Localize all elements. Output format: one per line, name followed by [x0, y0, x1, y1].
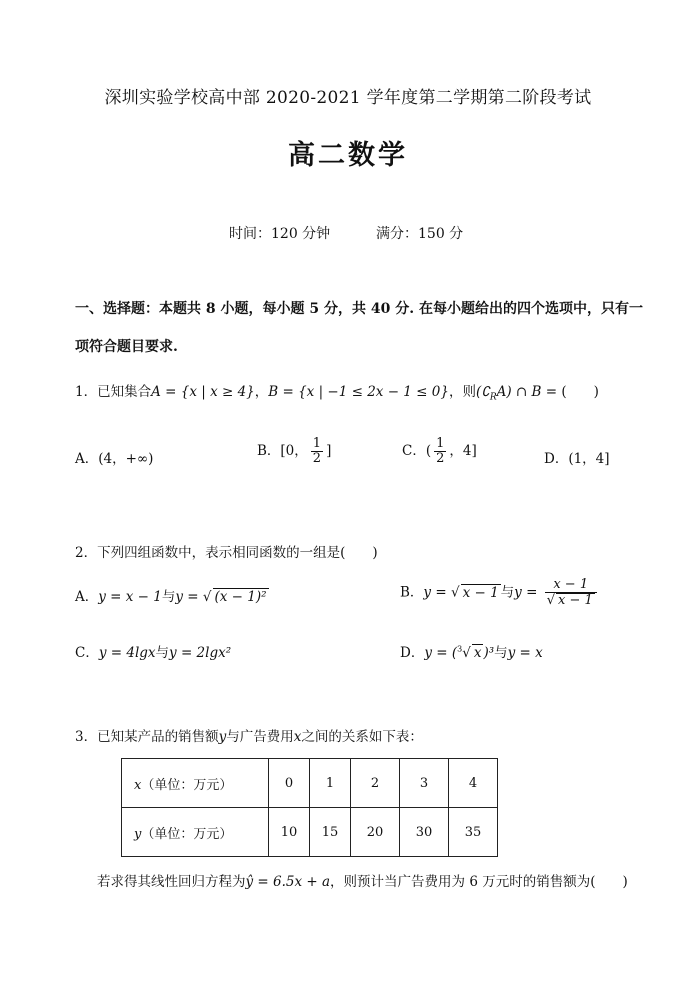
q3-followup — [97, 870, 628, 890]
subject-title: 高二数学 — [288, 140, 408, 171]
q1-b-fraction: $\frac{1}{2}$ — [312, 436, 322, 466]
q2-d-and: 与 — [494, 645, 508, 661]
q1-option-d[interactable]: D．(1，4] — [544, 451, 610, 467]
q1-expr-sub: R — [489, 392, 497, 403]
table-cell: 10 — [269, 808, 310, 857]
q1-expr: $(∁_RA)$ ∩ B — [475, 384, 542, 403]
q1-tail: = ( ) — [541, 384, 599, 400]
q2-b-f1-radicand: x − 1 — [462, 584, 499, 601]
q2-d-f1-pre: y = ( — [424, 645, 458, 661]
q1-mid: ，则 — [448, 384, 476, 400]
q3-stem-mid: 与广告费用 — [226, 729, 294, 745]
table-row-header-y: y（单位：万元） — [122, 808, 269, 857]
table-cell: 2 — [351, 759, 400, 808]
table-cell: 4 — [449, 759, 498, 808]
q2-d-root-index: 3 — [457, 644, 463, 654]
q1-set-b: B = {x | −1 ≤ 2x − 1 ≤ 0} — [268, 384, 449, 400]
table-row — [122, 759, 498, 808]
time-limit: 时间：120 分钟 — [229, 226, 331, 242]
q2-option-c[interactable] — [75, 641, 231, 661]
q2-a-f2-radicand: (x − 1)² — [214, 589, 267, 605]
table-row — [122, 808, 498, 857]
q2-b-f2-pre: y = — [514, 584, 542, 601]
table-row-header-x: x（单位：万元） — [122, 759, 269, 808]
q1-set-a: A = {x | x ≥ 4} — [151, 384, 255, 400]
question-1-stem — [75, 380, 599, 403]
table-cell: 1 — [310, 759, 351, 808]
sqrt-icon: √ — [202, 589, 212, 605]
table-cell: 20 — [351, 808, 400, 857]
q2-b-label: B． — [400, 584, 424, 601]
q2-b-and: 与 — [500, 584, 515, 601]
exam-title: 深圳实验学校高中部 2020-2021 学年度第二学期第二阶段考试 — [104, 88, 592, 108]
q1-c-post: ，4] — [449, 443, 477, 459]
q2-option-d[interactable] — [400, 641, 543, 661]
q3-stem-pre: 3．已知某产品的销售额 — [75, 729, 219, 745]
table-cell: 35 — [449, 808, 498, 857]
q3-var-y: y — [218, 729, 227, 745]
q2-a-label: A． — [75, 589, 99, 605]
q3-followup-post: ，则预计当广告费用为 6 万元时的销售额为( ) — [330, 874, 628, 890]
q2-c-and: 与 — [155, 645, 170, 661]
table-cell: 30 — [400, 808, 449, 857]
q2-b-f1-pre: y = — [423, 584, 451, 601]
q3-data-table — [121, 758, 498, 857]
section-title-line2: 项符合题目要求. — [75, 339, 178, 355]
q3-followup-pre: 若求得其线性回归方程为 — [97, 874, 246, 890]
q2-a-and: 与 — [161, 589, 176, 605]
q3-regression-equation: ŷ = 6.5x + a — [245, 874, 331, 890]
q1-comma: ， — [254, 384, 269, 400]
question-3-stem — [75, 725, 423, 745]
q2-d-f2: y = x — [507, 645, 543, 661]
q1-option-c[interactable] — [402, 437, 477, 466]
q1-b-post: ] — [326, 443, 332, 459]
q2-option-b[interactable] — [400, 578, 600, 608]
sqrt-icon: √ — [450, 584, 460, 601]
q1-c-pre: C．( — [402, 443, 432, 459]
q2-a-f1: y = x − 1 — [98, 589, 162, 605]
q3-stem-post: 之间的关系如下表： — [301, 729, 423, 745]
q2-d-f1-post: )³ — [483, 645, 495, 661]
q2-a-f2-pre: y = — [175, 589, 203, 605]
q2-b-fraction: $\frac{x - 1}{√ x - 1}$ — [545, 578, 597, 608]
q1-b-pre: B．[0， — [257, 443, 308, 459]
q2-c-label: C． — [75, 645, 99, 661]
table-cell: 3 — [400, 759, 449, 808]
q2-c-f1: y = 4lgx — [98, 645, 156, 661]
table-cell: 15 — [310, 808, 351, 857]
question-2-stem: 2．下列四组函数中，表示相同函数的一组是( ) — [75, 545, 378, 561]
cube-root-icon: √ — [462, 645, 471, 661]
q1-c-fraction: $\frac{1}{2}$ — [436, 436, 445, 466]
q1-prefix: 1．已知集合 — [75, 384, 152, 400]
section-title-line1: 一、选择题：本题共 8 小题，每小题 5 分，共 40 分. 在每小题给出的四个选项中，只有一 — [75, 301, 643, 317]
q1-option-b[interactable] — [257, 437, 331, 466]
full-score: 满分：150 分 — [376, 226, 464, 242]
q2-d-f1-radicand: x — [473, 645, 482, 661]
q2-option-a[interactable] — [75, 585, 269, 605]
q2-d-label: D． — [400, 645, 425, 661]
table-cell: 0 — [269, 759, 310, 808]
q2-c-f2: y = 2lgx² — [169, 645, 232, 661]
q1-option-a[interactable]: A．(4，+∞) — [75, 451, 154, 467]
q3-var-x: x — [293, 729, 302, 745]
sqrt-icon: √ — [546, 593, 555, 608]
